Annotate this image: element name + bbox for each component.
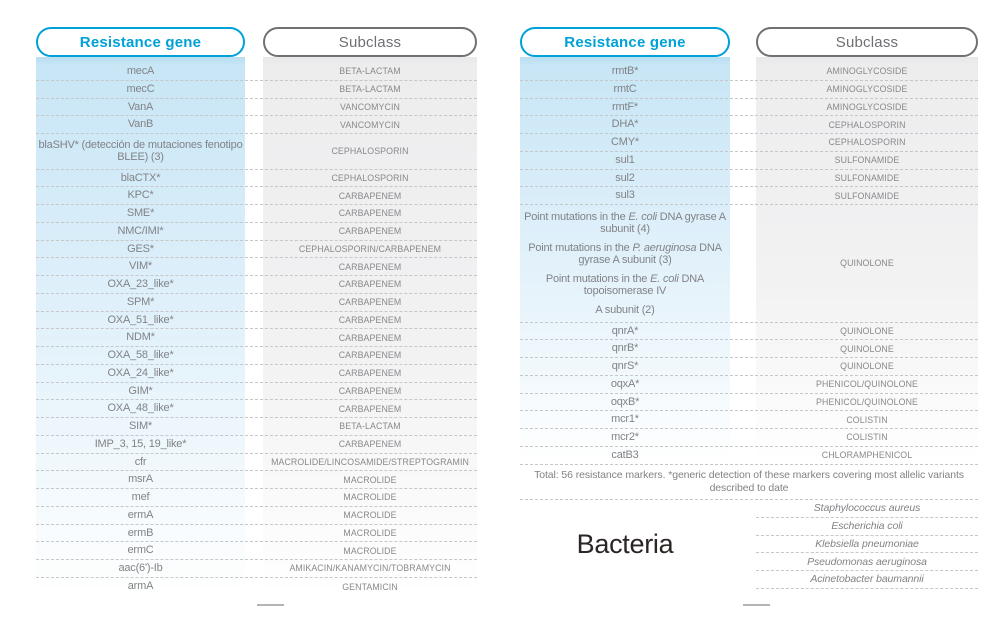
- table-row: [520, 358, 978, 376]
- gene-rows-right: [520, 63, 978, 465]
- table-row: [520, 63, 978, 81]
- table-row: [520, 187, 978, 205]
- total-note: [520, 465, 978, 501]
- gene-cell: Point mutations in the E. coli DNA gyrase A subunit (4) Point mutations in the P. aeruginosa DNA gyrase A subunit (3) Point mutations in the E. coli DNA topoisomerase IV A subunit (2): [524, 210, 726, 316]
- subclass-cell: CARBAPENEM: [338, 314, 402, 325]
- table-row: [36, 542, 477, 560]
- gene-cell: aac(6')-Ib: [118, 562, 163, 575]
- gene-cell: SPM*: [126, 295, 155, 308]
- gene-cell: sul1: [615, 153, 635, 166]
- page-fold-mark: [743, 604, 770, 606]
- subclass-cell: PHENICOL/QUINOLONE: [815, 379, 918, 390]
- gene-cell: OXA_48_like*: [107, 402, 174, 415]
- bacteria-section: [520, 500, 978, 589]
- table-row: [36, 116, 477, 134]
- table-row: [520, 411, 978, 429]
- subclass-cell: CARBAPENEM: [338, 368, 402, 379]
- subclass-cell: CARBAPENEM: [338, 350, 402, 361]
- gene-cell: DHA*: [611, 118, 639, 131]
- subclass-cell: CARBAPENEM: [338, 208, 402, 219]
- subclass-cell: AMINOGLYCOSIDE: [826, 84, 908, 95]
- subclass-cell: MACROLIDE: [343, 510, 397, 521]
- table-row: [36, 347, 477, 365]
- subclass-cell: CEPHALOSPORIN/CARBAPENEM: [298, 243, 442, 254]
- table-row: [36, 454, 477, 472]
- bacteria-title: Bacteria: [576, 529, 674, 559]
- subclass-cell: CEPHALOSPORIN: [828, 119, 906, 130]
- subclass-cell: CEPHALOSPORIN: [828, 137, 906, 148]
- table-row: [36, 63, 477, 81]
- gene-cell: oqxB*: [610, 395, 640, 408]
- resistance-table-left: [36, 27, 477, 596]
- table-row: [520, 99, 978, 117]
- gene-cell: ermA: [127, 508, 154, 521]
- subclass-cell: CARBAPENEM: [338, 332, 402, 343]
- subclass-cell: BETA-LACTAM: [339, 66, 401, 77]
- subclass-cell: MACROLIDE: [343, 492, 397, 503]
- subclass-cell: MACROLIDE/LINCOSAMIDE/STREPTOGRAMIN: [271, 456, 469, 467]
- table-row: [36, 312, 477, 330]
- table-row: [520, 81, 978, 99]
- gene-cell: rmtB*: [611, 65, 639, 78]
- gene-cell: VanB: [127, 118, 154, 131]
- gene-cell: KPC*: [127, 189, 154, 202]
- subclass-cell: MACROLIDE: [343, 527, 397, 538]
- subclass-cell: MACROLIDE: [343, 474, 397, 485]
- gene-cell: rmtC: [613, 82, 637, 95]
- gene-cell: oqxA*: [610, 377, 640, 390]
- table-row: [36, 418, 477, 436]
- table-row: [36, 560, 477, 578]
- subclass-cell: VANCOMYCIN: [340, 119, 400, 130]
- resistance-table-right: [520, 27, 978, 589]
- bacteria-item: Escherichia coli: [756, 518, 978, 536]
- bacteria-item: Klebsiella pneumoniae: [756, 536, 978, 554]
- gene-cell: mecA: [126, 65, 155, 78]
- subclass-cell: QUINOLONE: [840, 325, 894, 336]
- table-row: [36, 471, 477, 489]
- subclass-cell: SULFONAMIDE: [834, 190, 900, 201]
- subclass-header: [756, 27, 978, 57]
- table-row: [36, 578, 477, 596]
- table-row: [36, 525, 477, 543]
- subclass-cell: CARBAPENEM: [338, 403, 402, 414]
- subclass-cell: AMINOGLYCOSIDE: [826, 101, 908, 112]
- table-row: [36, 170, 477, 188]
- subclass-cell: QUINOLONE: [840, 343, 894, 354]
- resistance-gene-header-label: Resistance gene: [79, 33, 202, 51]
- bacteria-list: [756, 500, 978, 589]
- gene-cell: qnrS*: [611, 360, 639, 373]
- gene-cell: armA: [127, 580, 154, 593]
- subclass-cell: CEPHALOSPORIN: [331, 146, 409, 157]
- gene-cell: SIM*: [128, 420, 153, 433]
- table-row: [36, 507, 477, 525]
- table-row: [36, 489, 477, 507]
- subclass-cell: CARBAPENEM: [338, 226, 402, 237]
- table-row: [520, 134, 978, 152]
- subclass-cell: CHLORAMPHENICOL: [821, 450, 913, 461]
- gene-cell: rmtF*: [612, 100, 638, 113]
- gene-cell: catB3: [611, 448, 639, 461]
- subclass-cell: CEPHALOSPORIN: [331, 172, 409, 183]
- gene-cell: OXA_23_like*: [107, 278, 174, 291]
- gene-cell: OXA_58_like*: [107, 349, 174, 362]
- table-row: [520, 447, 978, 465]
- subclass-cell: BETA-LACTAM: [339, 84, 401, 95]
- gene-cell: GES*: [127, 242, 154, 255]
- table-row: [36, 400, 477, 418]
- gene-cell: blaSHV* (detección de mutaciones fenotipo BLEE) (3): [38, 138, 243, 164]
- table-row: [520, 170, 978, 188]
- subclass-cell: CARBAPENEM: [338, 385, 402, 396]
- subclass-cell: CARBAPENEM: [338, 297, 402, 308]
- gene-cell: qnrA*: [611, 324, 639, 337]
- table-row: [520, 116, 978, 134]
- table-row: [36, 187, 477, 205]
- subclass-cell: VANCOMYCIN: [340, 101, 400, 112]
- page-fold-mark: [257, 604, 284, 606]
- subclass-header: [263, 27, 477, 57]
- gene-cell: cfr: [134, 455, 147, 468]
- table-row: [520, 205, 978, 323]
- subclass-cell: QUINOLONE: [840, 361, 894, 372]
- gene-cell: mcr2*: [611, 431, 639, 444]
- gene-cell: CMY*: [611, 136, 639, 149]
- subclass-cell: SULFONAMIDE: [834, 172, 900, 183]
- table-row: [520, 340, 978, 358]
- gene-cell: ermC: [127, 544, 154, 557]
- table-row: [520, 394, 978, 412]
- table-row: [36, 294, 477, 312]
- table-row: [520, 429, 978, 447]
- table-row: [520, 376, 978, 394]
- subclass-cell: COLISTIN: [846, 414, 888, 425]
- gene-cell: mcr1*: [611, 413, 639, 426]
- gene-cell: mecC: [126, 82, 155, 95]
- subclass-cell: CARBAPENEM: [338, 279, 402, 290]
- subclass-header-label: Subclass: [338, 33, 402, 51]
- gene-cell: mef: [131, 491, 150, 504]
- bacteria-item: Pseudomonas aeruginosa: [756, 553, 978, 571]
- subclass-cell: AMINOGLYCOSIDE: [826, 66, 908, 77]
- table-row: [36, 223, 477, 241]
- gene-cell: VIM*: [128, 260, 153, 273]
- gene-cell: SME*: [126, 207, 155, 220]
- subclass-cell: PHENICOL/QUINOLONE: [815, 396, 918, 407]
- gene-cell: GIM*: [128, 384, 153, 397]
- gene-cell: OXA_24_like*: [107, 366, 174, 379]
- gene-cell: sul2: [615, 171, 635, 184]
- subclass-cell: SULFONAMIDE: [834, 155, 900, 166]
- gene-cell: msrA: [128, 473, 153, 486]
- table-row: [36, 329, 477, 347]
- subclass-cell: CARBAPENEM: [338, 261, 402, 272]
- bacteria-item: Staphylococcus aureus: [756, 500, 978, 518]
- bacteria-item: Acinetobacter baumannii: [756, 571, 978, 589]
- gene-cell: blaCTX*: [120, 171, 161, 184]
- subclass-cell: CARBAPENEM: [338, 190, 402, 201]
- table-row: [36, 383, 477, 401]
- table-row: [36, 81, 477, 99]
- resistance-gene-header-label: Resistance gene: [564, 33, 686, 51]
- subclass-cell: BETA-LACTAM: [339, 421, 401, 432]
- subclass-cell: AMIKACIN/KANAMYCIN/TOBRAMYCIN: [289, 563, 451, 574]
- table-row: [36, 205, 477, 223]
- resistance-gene-header: [36, 27, 245, 57]
- table-row: [36, 436, 477, 454]
- gene-rows-left: [36, 63, 477, 596]
- gene-cell: OXA_51_like*: [107, 313, 174, 326]
- table-row: [36, 99, 477, 117]
- total-note-text: Total: 56 resistance markers. *generic detection of these markers covering most allelic variants described to date: [534, 468, 964, 494]
- table-row: [520, 323, 978, 341]
- gene-cell: sul3: [615, 189, 635, 202]
- gene-cell: qnrB*: [611, 342, 639, 355]
- subclass-header-label: Subclass: [835, 33, 899, 51]
- table-row: [36, 134, 477, 170]
- gene-cell: ermB: [127, 526, 154, 539]
- subclass-cell: CARBAPENEM: [338, 439, 402, 450]
- table-row: [520, 152, 978, 170]
- table-row: [36, 276, 477, 294]
- subclass-cell: GENTAMICIN: [342, 581, 398, 592]
- gene-cell: VanA: [127, 100, 154, 113]
- table-row: [36, 258, 477, 276]
- gene-cell: IMP_3, 15, 19_like*: [94, 437, 187, 450]
- subclass-cell: MACROLIDE: [343, 545, 397, 556]
- subclass-cell: QUINOLONE: [840, 258, 894, 269]
- resistance-gene-header: [520, 27, 730, 57]
- gene-cell: NMC/IMI*: [117, 224, 164, 237]
- gene-cell: NDM*: [126, 331, 155, 344]
- table-row: [36, 365, 477, 383]
- subclass-cell: COLISTIN: [846, 432, 888, 443]
- table-row: [36, 241, 477, 259]
